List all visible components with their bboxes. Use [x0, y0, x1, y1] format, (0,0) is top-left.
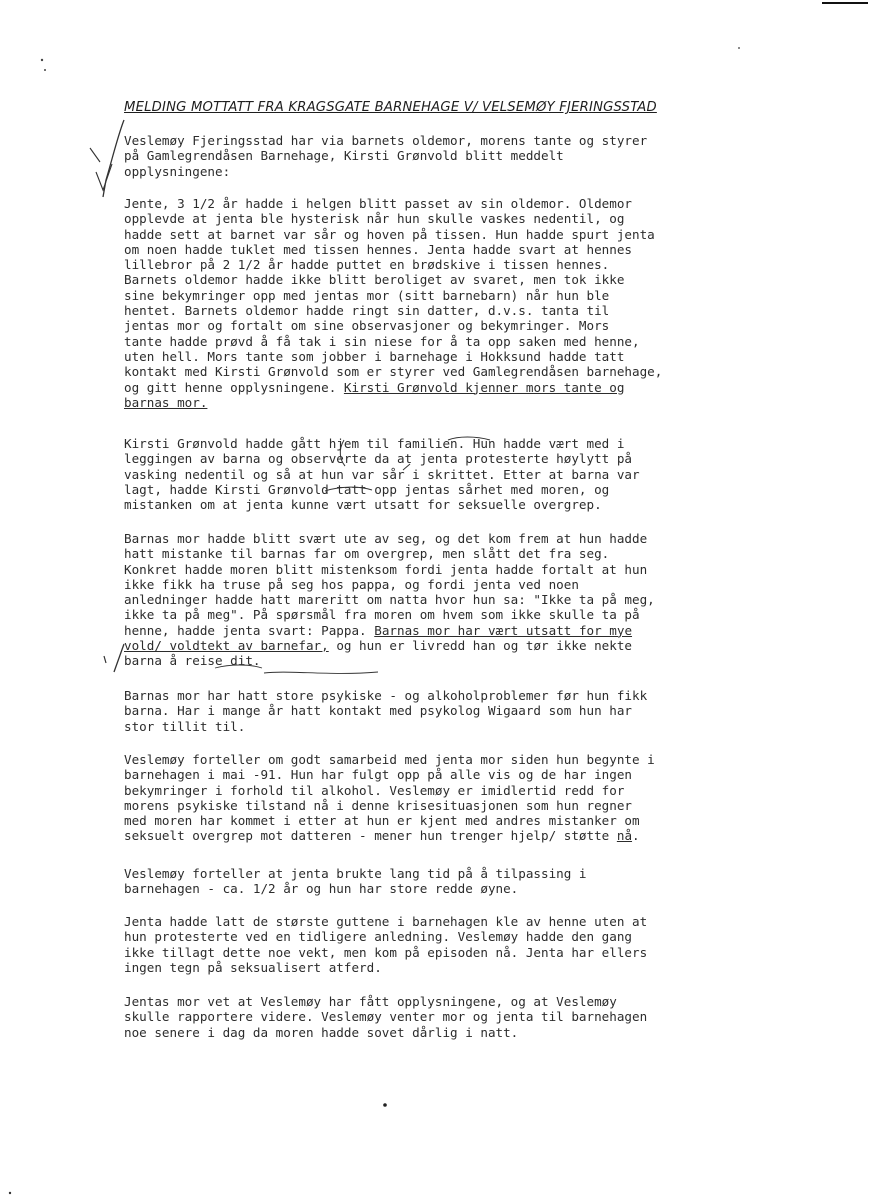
margin-check-mark [96, 164, 112, 190]
text-line: jentas mor og fortalt om sine observasjoner og bekymringer. Mors [124, 318, 610, 334]
underlined-text: Barnas mor har vært utsatt for mye [374, 622, 633, 638]
scan-speck [44, 69, 46, 71]
text-line: opplysningene: [124, 163, 231, 179]
text-segment: seksuelt overgrep mot datteren - mener hun trenger hjelp/ støtte [124, 828, 610, 844]
text-line: stor tillit til. [124, 718, 246, 734]
text-line: ikke fikk ha truse på seg hos pappa, og fordi jenta ved noen [124, 576, 579, 592]
margin-check-mark [104, 656, 106, 663]
text-line: barna å reise dit. [124, 653, 261, 669]
text-line: hentet. Barnets oldemor hadde ringt sin datter, d.v.s. tanta til [124, 303, 610, 319]
text-segment: . [632, 828, 640, 844]
paragraph-mother-problems [124, 688, 814, 734]
text-line: med moren har kommet i etter at hun er kjent med andres mistanker om [124, 813, 640, 829]
text-line: Jenta hadde latt de største guttene i barnehagen kle av henne uten at [124, 914, 648, 929]
text-line [124, 380, 814, 395]
text-line: Konkret hadde moren blitt mistenksom fordi jenta hadde fortalt at hun [124, 561, 648, 577]
text-line: lillebror på 2 1/2 år hadde puttet en brødskive i tissen hennes. [124, 257, 610, 273]
text-line: Barnas mor har hatt store psykiske - og alkoholproblemer før hun fikk [124, 688, 648, 703]
text-line: barnehagen - ca. 1/2 år og hun har store redde øyne. [124, 881, 519, 897]
text-line: sine bekymringer opp med jentas mor (sitt barnebarn) når hun ble [124, 287, 610, 303]
text-line: vasking nedentil og så at hun var sår i skrittet. Etter at barna var [124, 466, 640, 482]
text-line: ingen tegn på seksualisert atferd. [124, 959, 382, 975]
text-line: anledninger hadde hatt mareritt om natta hvor hun sa: "Ikke ta på meg, [124, 592, 655, 608]
paragraph-cooperation [124, 752, 814, 844]
text-line: lagt, hadde Kirsti Grønvold tatt opp jentas sårhet med moren, og [124, 481, 610, 497]
margin-pen-stroke [103, 120, 124, 197]
scan-speck [41, 59, 43, 61]
text-line: noe senere i dag da moren hadde sovet dårlig i natt. [124, 1024, 519, 1040]
document-heading: MELDING MOTTATT FRA KRAGSGATE BARNEHAGE V/ VELSEMØY FJERINGSSTAD [124, 100, 657, 115]
text-line: morens psykiske tilstand nå i denne krisesituasjonen som hun regner [124, 797, 632, 813]
text-line: ikke ta på meg". På spørsmål fra moren om hvem som ikke skulle ta på [124, 607, 640, 623]
text-line [124, 638, 814, 653]
text-line: Jente, 3 1/2 år hadde i helgen blitt passet av sin oldemor. Oldemor [124, 196, 632, 211]
text-line: Barnets oldemor hadde ikke blitt beroliget av svaret, men tok ikke [124, 272, 625, 288]
text-line: hun protesterte ved en tidligere anledning. Veslemøy hadde den gang [124, 929, 632, 945]
paragraph-oldemor [124, 196, 814, 410]
text-line: Veslemøy Fjeringsstad har via barnets oldemor, morens tante og styrer [124, 133, 648, 148]
text-line: om noen hadde tuklet med tissen hennes. Jenta hadde svart at hennes [124, 241, 632, 257]
text-line: bekymringer i forhold til alkohol. Veslemøy er imidlertid redd for [124, 782, 625, 798]
text-line [124, 828, 814, 843]
text-line: Veslemøy forteller at jenta brukte lang tid på å tilpassing i [124, 866, 587, 881]
underlined-text: vold/ voldtekt av barnefar, [124, 638, 329, 654]
text-line: Kirsti Grønvold hadde gått hjem til familien. Hun hadde vært med i [124, 436, 625, 451]
text-line: barna. Har i mange år hatt kontakt med psykolog Wigaard som hun har [124, 703, 632, 719]
text-line: barnehagen i mai -91. Hun har fulgt opp på alle vis og de har ingen [124, 767, 632, 783]
underlined-text: barnas mor. [124, 394, 208, 410]
text-line: hadde sett at barnet var sår og hoven på tissen. Hun hadde spurt jenta [124, 226, 655, 242]
paragraph-kirsti-visit [124, 436, 814, 512]
underlined-text: Kirsti Grønvold kjenner mors tante og [343, 379, 625, 395]
scan-speck [738, 47, 740, 49]
pen-curve [264, 672, 378, 673]
paragraph-mother-informed [124, 994, 814, 1040]
paragraph-mother-suspicion [124, 531, 814, 669]
text-segment: og hun er livredd han og tør ikke nekte [336, 638, 633, 654]
text-segment: henne, hadde jenta svart: Pappa. [124, 622, 367, 638]
text-line: kontakt med Kirsti Grønvold som er styrer ved Gamlegrendåsen barnehage, [124, 364, 663, 380]
text-line: Veslemøy forteller om godt samarbeid med jenta mor siden hun begynte i [124, 752, 655, 767]
text-line: Jentas mor vet at Veslemøy har fått opplysningene, og at Veslemøy [124, 994, 617, 1009]
text-line: uten hell. Mors tante som jobber i barnehage i Hokksund hadde tatt [124, 348, 625, 364]
text-line: tante hadde prøvd å få tak i sin niese for å ta opp saken med henne, [124, 333, 640, 349]
text-line: opplevde at jenta ble hysterisk når hun skulle vaskes nedentil, og [124, 211, 625, 227]
text-line: leggingen av barna og observerte da at jenta protesterte høylytt på [124, 451, 632, 467]
paragraph-intro [124, 133, 814, 179]
paragraph-earlier-episode [124, 914, 814, 975]
text-line: ikke tillagt dette noe vekt, men kom på episoden nå. Jenta har ellers [124, 944, 648, 960]
paragraph-adaptation [124, 866, 814, 897]
margin-check-mark [114, 644, 124, 672]
text-line: Barnas mor hadde blitt svært ute av seg, og det kom frem at hun hadde [124, 531, 648, 546]
text-line: på Gamlegrendåsen Barnehage, Kirsti Grønvold blitt meddelt [124, 148, 564, 164]
text-line: mistanken om at jenta kunne vært utsatt for seksuelle overgrep. [124, 497, 602, 513]
margin-check-mark [90, 148, 100, 162]
text-line [124, 623, 814, 638]
scan-speck [9, 1192, 11, 1194]
underlined-text: nå [616, 828, 633, 844]
text-line: skulle rapportere videre. Veslemøy venter mor og jenta til barnehagen [124, 1009, 648, 1025]
text-line: hatt mistanke til barnas far om overgrep, men slått det fra seg. [124, 546, 610, 562]
text-segment: og gitt henne opplysningene. [124, 379, 337, 395]
scan-speck [383, 1103, 387, 1107]
